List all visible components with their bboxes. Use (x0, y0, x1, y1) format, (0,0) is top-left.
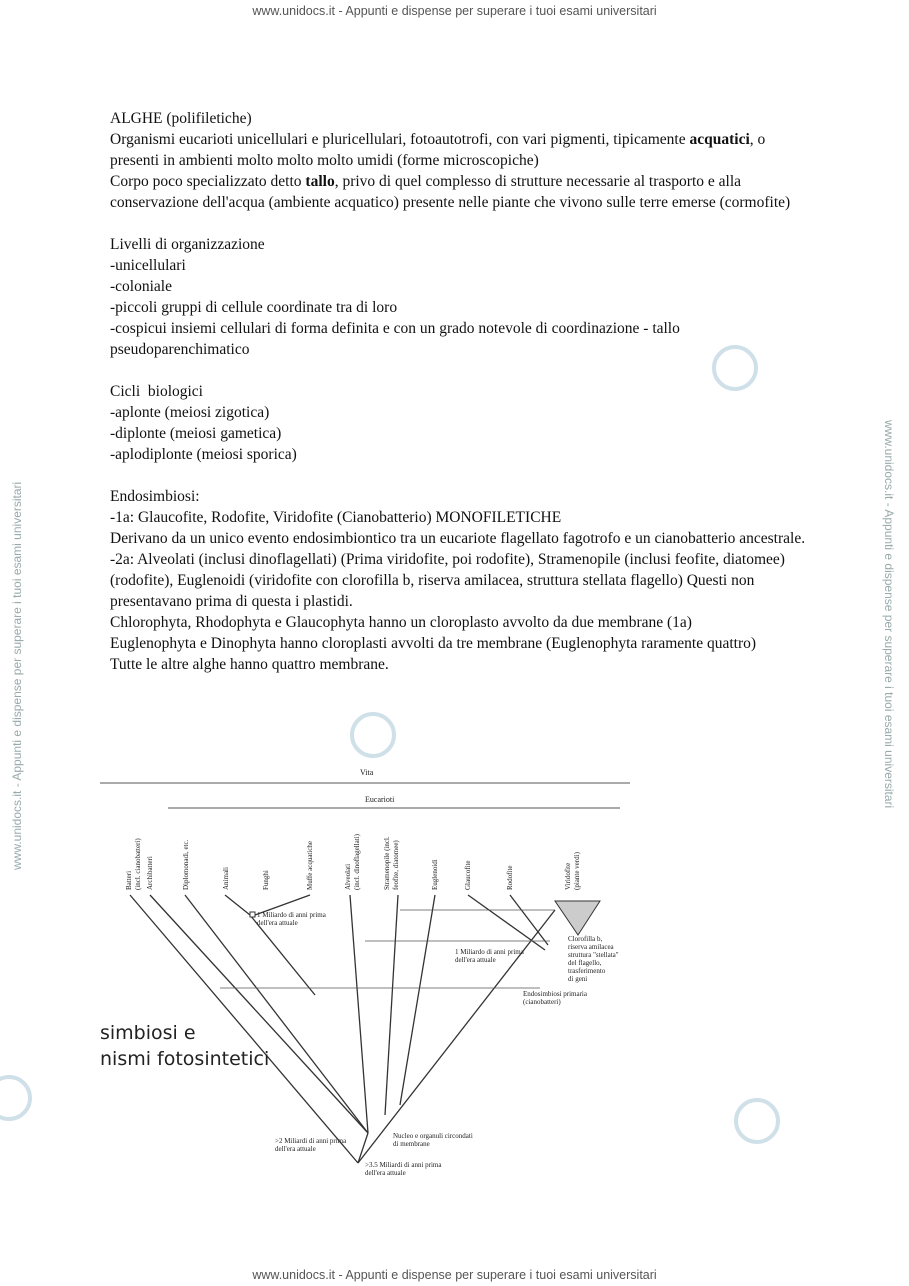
taxon-label: Diplomonadi, etc. (182, 839, 190, 890)
note: 1 Miliardo di anni prima (257, 911, 326, 919)
document-title: ALGHE (polifiletiche) (110, 110, 252, 127)
watermark-logo-icon (734, 1098, 780, 1144)
phylogeny-tree (100, 755, 640, 1185)
list-item: -piccoli gruppi di cellule coordinate tra di loro (110, 299, 398, 316)
note: struttura "stellata" (568, 951, 619, 959)
taxon-label: Viridofite (564, 862, 572, 890)
list-item: -unicellulari (110, 257, 186, 274)
caption-line: simbiosi e (100, 1022, 196, 1044)
side-watermark-left: www.unidocs.it - Appunti e dispense per superare i tuoi esami universitari (10, 481, 24, 870)
intro-bold: acquatici (689, 131, 750, 148)
note: >3.5 Miliardi di anni prima (365, 1161, 442, 1169)
endo-line: -2a: Alveolati (inclusi dinoflagellati) (Prima viridofite, poi rodofite), Stramenopile (inclusi feofite, diatomee) (rodofite), Euglenoidi (viridofite con clorofilla b, riserva amilacea, struttura stellata flagello) Questi non presentavano prima di questa i plastidi. (110, 551, 785, 610)
taxon-label: (piante verdi) (573, 852, 581, 890)
body-text: Corpo poco specializzato detto (110, 173, 302, 190)
endo-line: Tutte le altre alghe hanno quattro membrane. (110, 656, 389, 673)
taxon-label: Glaucofite (464, 860, 472, 890)
note: Clorofilla b, (568, 935, 603, 943)
document-body (110, 108, 810, 675)
note: Endosimbiosi primaria (523, 990, 587, 998)
endo-line: Chlorophyta, Rhodophyta e Glaucophyta hanno un cloroplasto avvolto da due membrane (1a) (110, 614, 692, 631)
note: Nucleo e organuli circondati (393, 1132, 473, 1140)
endo-line: Euglenophyta e Dinophyta hanno cloroplasti avvolti da tre membrane (Euglenophyta raramente quattro) (110, 635, 757, 652)
list-item: -aplodiplonte (meiosi sporica) (110, 446, 297, 463)
endo-line: Derivano da un unico evento endosimbiontico tra un eucariote flagellato fagotrofo e un cianobatterio ancestrale. (110, 530, 806, 547)
watermark-logo-icon (350, 712, 396, 758)
intro-text: Organismi eucarioti unicellulari e pluricellulari, fotoautotrofi, con vari pigmenti, tipicamente (110, 131, 686, 148)
note: di geni (568, 975, 588, 983)
note: dell'era attuale (257, 919, 298, 927)
caption-line: nismi fotosintetici (100, 1048, 270, 1070)
note: trasferimento (568, 967, 606, 975)
list-item: -aplonte (meiosi zigotica) (110, 404, 270, 421)
side-watermark-right: www.unidocs.it - Appunti e dispense per superare i tuoi esami universitari (882, 420, 896, 809)
taxon-label: Funghi (262, 870, 270, 890)
list-item: -diplonte (meiosi gametica) (110, 425, 282, 442)
watermark-logo-icon (0, 1075, 32, 1121)
note: dell'era attuale (275, 1145, 316, 1153)
cycles-title: Cicli biologici (110, 383, 203, 400)
taxon-label: Archibatteri (146, 856, 154, 890)
taxon-label: Euglenoidi (431, 859, 439, 890)
taxon-label: (incl. dinoflagellati) (353, 834, 361, 890)
taxon-label: feofite, diatomee) (392, 840, 400, 890)
phylogeny-figure (100, 755, 640, 1185)
taxon-label: Rodofite (506, 865, 514, 890)
taxon-label: Muffe acquatiche (306, 840, 314, 890)
eucarioti-label: Eucarioti (365, 795, 395, 804)
taxon-label: Batteri (125, 870, 133, 890)
endo-line: -1a: Glaucofite, Rodofite, Viridofite (Cianobatterio) MONOFILETICHE (110, 509, 562, 526)
taxon-label: (incl. cianobatteri) (134, 838, 142, 890)
intro-paragraph (110, 129, 810, 171)
taxon-label: Stramenopile (incl. (383, 836, 391, 890)
levels-title: Livelli di organizzazione (110, 236, 265, 253)
taxon-label: Alveolati (344, 863, 352, 890)
body-text-rest: , privo di quel complesso di strutture necessarie al trasporto e alla conservazione dell'acqua (ambiente acquatico) presente nelle piante che vivono sulle terre emerse (cormofite) (110, 173, 791, 211)
note: del flagello, (568, 959, 602, 967)
endo-title: Endosimbiosi: (110, 488, 200, 505)
taxon-label: Animali (222, 867, 230, 890)
body-bold: tallo (305, 173, 335, 190)
body-paragraph (110, 171, 810, 213)
note: di membrane (393, 1140, 430, 1148)
note: >2 Miliardi di anni prima (275, 1137, 347, 1145)
note: riserva amilacea (568, 943, 614, 951)
header-banner: www.unidocs.it - Appunti e dispense per superare i tuoi esami universitari (252, 4, 657, 18)
list-item: -cospicui insiemi cellulari di forma definita e con un grado notevole di coordinazione - tallo pseudoparenchimatico (110, 320, 680, 358)
intro-text-rest: , o presenti in ambienti molto molto molto umidi (forme microscopiche) (110, 131, 766, 169)
note: 1 Miliardo di anni prima (455, 948, 524, 956)
vita-label: Vita (360, 768, 374, 777)
note: dell'era attuale (455, 956, 496, 964)
figure-caption-overlay (100, 1020, 269, 1072)
list-item: -coloniale (110, 278, 172, 295)
note: dell'era attuale (365, 1169, 406, 1177)
footer-banner: www.unidocs.it - Appunti e dispense per superare i tuoi esami universitari (252, 1268, 657, 1282)
note: (cianobatteri) (523, 998, 561, 1006)
